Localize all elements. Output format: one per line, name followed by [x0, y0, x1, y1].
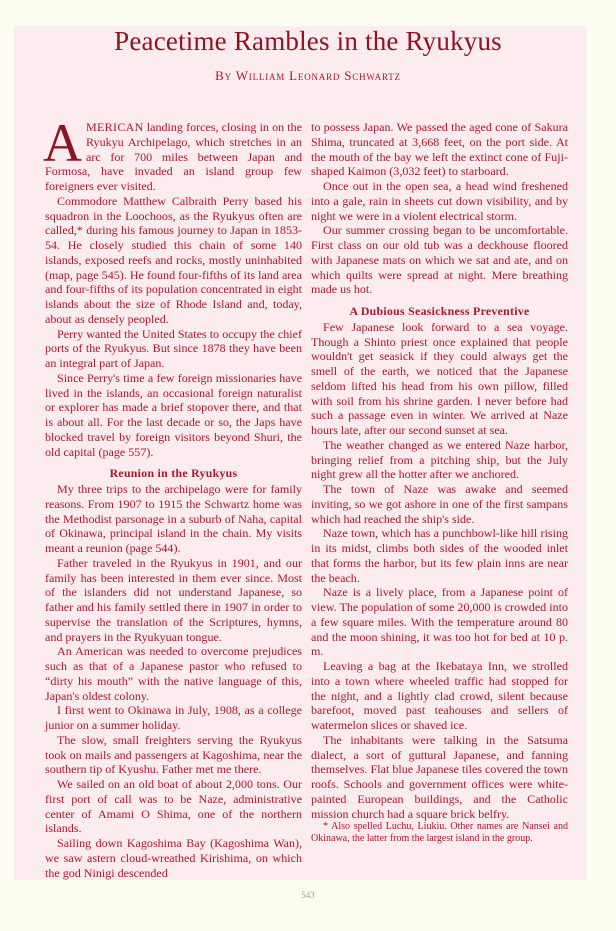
paragraph: Naze town, which has a punchbowl-like hill rising in its midst, climbs both sides of the wooded inlet that forms the harbor, but its few plain inns are near the beach. — [311, 526, 568, 585]
paragraph: Leaving a bag at the Ikebataya Inn, we strolled into a town where wheeled traffic had stopped for the night, and a lightly clad crowd, silent because barefoot, moved past teahouses and sellers of watermelon slices or shaved ice. — [311, 659, 568, 732]
paragraph: The inhabitants were talking in the Satsuma dialect, a sort of guttural Japanese, and fanning themselves. Flat blue Japanese tiles covered the town roofs. Schools and government offices were white-painted European buildings, and the Catholic mission church had a square brick belfry. — [311, 732, 568, 821]
paragraph: to possess Japan. We passed the aged cone of Sakura Shima, truncated at 3,668 feet, on the port side. At the mouth of the bay we left the extinct cone of Fuji-shaped Kaimon (3,032 feet) to starboard. — [311, 120, 568, 179]
paragraph: Sailing down Kagoshima Bay (Kagoshima Wan), we saw astern cloud-wreathed Kirishima, on which the god Ninigi descended — [45, 836, 302, 880]
paragraph-text: landing forces, closing in on the Ryukyu Archipelago, which stretches in an arc for 700 miles between Japan and Formosa, have invaded an island group few foreigners ever visited. — [45, 120, 302, 193]
lead-caps: MERICAN — [86, 120, 144, 134]
paragraph: Perry wanted the United States to occupy the chief ports of the Ryukyus. But since 1878 they have been an integral part of Japan. — [45, 326, 302, 370]
section-heading: Reunion in the Ryukyus — [109, 466, 238, 481]
paragraph: An American was needed to overcome prejudices such as that of a Japanese pastor who refused to “dirty his mouth” with the native language of this, Japan's oldest colony. — [45, 644, 302, 703]
paragraph: Our summer crossing began to be uncomfortable. First class on our old tub was a deckhouse floored with Japanese mats on which we sat and ate, and on which quilts were spread at night. Mere breathing made us hot. — [311, 223, 568, 297]
paragraph: Commodore Matthew Calbraith Perry based his squadron in the Loochoos, as the Ryukyus often are called,* during his famous journey to Japan in 1853-54. He closely studied this chain of some 140 islands, exposed reefs and rocks, mostly uninhabited (map, page 545). He found four-fifths of its land area and four-fifths of its population concentrated in eight islands about the size of Rhode Island and, today, about as densely peopled. — [45, 193, 302, 326]
paragraph: Since Perry's time a few foreign missionaries have lived in the islands, an occasional foreign naturalist or explorer has made a brief stopover there, and that is about all. For the last decade or so, the Japs have blocked travel by foreign visitors beyond Shuri, the old capital (page 557). — [45, 370, 302, 459]
paragraph: The town of Naze was awake and seemed inviting, so we got ashore in one of the first sampans which had reached the ship's side. — [311, 482, 568, 526]
left-column — [43, 113, 302, 880]
paragraph: Naze is a lively place, from a Japanese point of view. The population of some 20,000 is crowded into a few square miles. With the temperature around 80 and the moon shining, it was too hot for bed at 10 p. m. — [311, 585, 568, 659]
paragraph: Once out in the open sea, a head wind freshened into a gale, rain in sheets cut down visibility, and by night we were in a violent electrical storm. — [311, 179, 568, 223]
paragraph: My three trips to the archipelago were for family reasons. From 1907 to 1915 the Schwartz home was the Methodist parsonage in a suburb of Naha, capital of Okinawa, principal island in the chain. My visits meant a reunion (page 544). — [45, 482, 302, 555]
page-number: 543 — [301, 890, 315, 900]
paragraph: The weather changed as we entered Naze harbor, bringing relief from a pitching ship, but the July night grew all the hotter after we anchored. — [311, 437, 568, 482]
paragraph — [43, 113, 302, 194]
right-column — [311, 120, 568, 844]
paragraph: I first went to Okinawa in July, 1908, as a college junior on a summer holiday. — [45, 703, 302, 732]
paragraph: Few Japanese look forward to a sea voyage. Though a Shinto priest once explained that people wouldn't get seasick if they could always get the smell of the earth, we noticed that the Japanese seldom lifted his head from his own pillow, filled with soil from his shrine garden. I never before had such a passage even in winter. We arrived at Naze hours late, after our second sunset at sea. — [311, 319, 568, 437]
section-heading: A Dubious Seasickness Preventive — [349, 304, 530, 318]
article-byline: By William Leonard Schwartz — [215, 68, 401, 83]
paragraph: The slow, small freighters serving the Ryukyus took on mails and passengers at Kagoshima, near the southern tip of Kyushu. Father met me there. — [45, 732, 302, 777]
article-title: Peacetime Rambles in the Ryukyus — [114, 26, 502, 56]
paragraph: We sailed on an old boat of about 2,000 tons. Our first port of call was to be Naze, administrative center of Amami O Shima, one of the northern islands. — [45, 777, 302, 836]
drop-cap: A — [43, 113, 82, 173]
paragraph: Father traveled in the Ryukyus in 1901, and our family has been interested in them ever since. Most of the islanders did not understand Japanese, so father and his family settled there in 1907 in order to supervise the translation of the Scriptures, hymns, and prayers in the Ryukyuan tongue. — [45, 555, 302, 644]
footnote: * Also spelled Luchu, Liukiu. Other names are Nansei and Okinawa, the latter from the largest island in the group. — [311, 821, 568, 844]
